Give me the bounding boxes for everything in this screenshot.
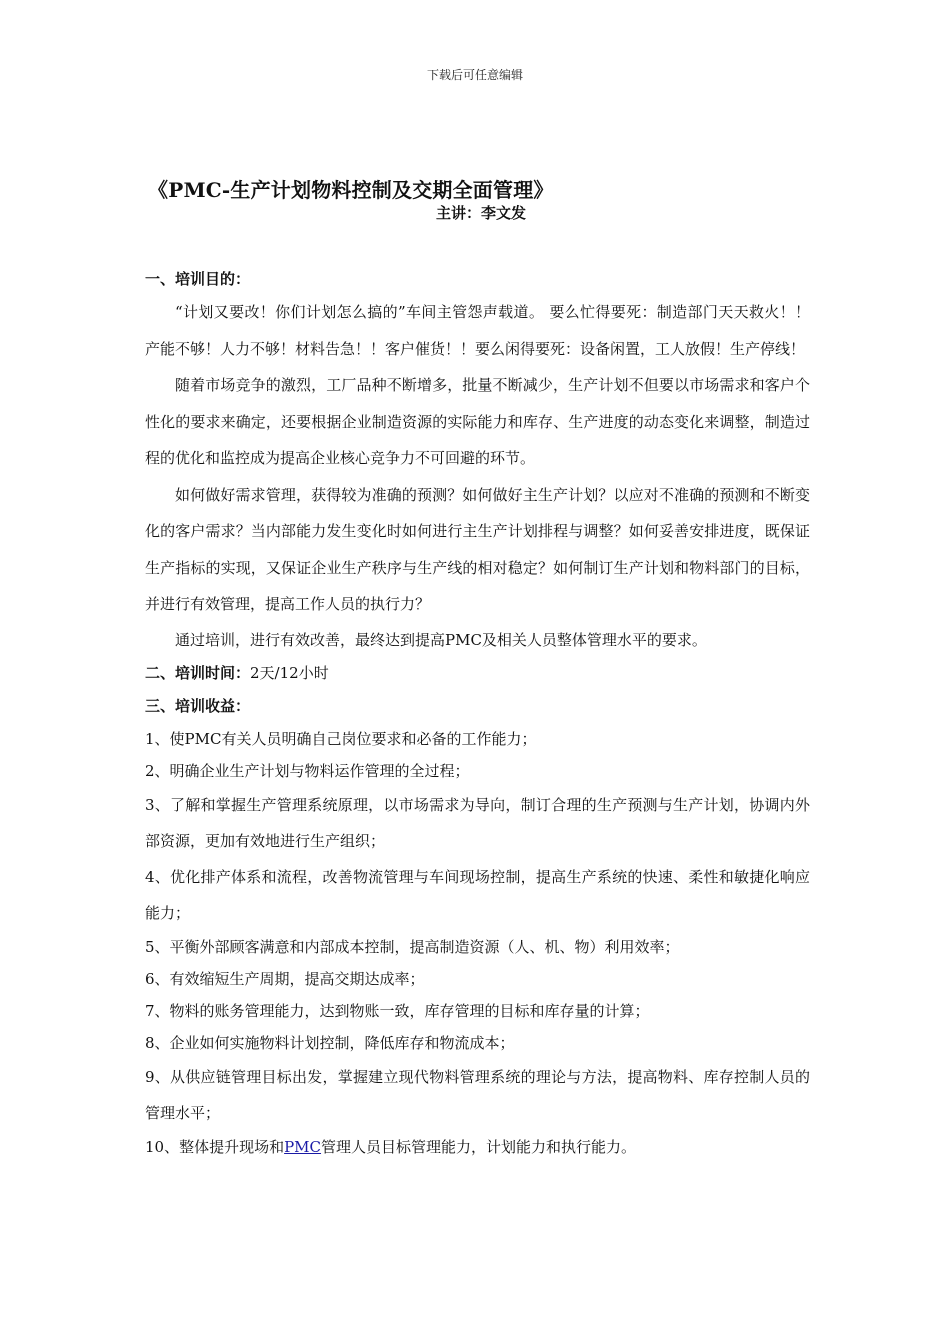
benefit-item: 7、物料的账务管理能力，达到物账一致，库存管理的目标和库存量的计算； (145, 1001, 650, 1020)
benefit-item: 8、企业如何实施物料计划控制，降低库存和物流成本； (145, 1033, 515, 1052)
benefit-item: 4、优化排产体系和流程，改善物流管理与车间现场控制，提高生产系统的快速、柔性和敏捷化响应能力； (145, 867, 810, 922)
benefit-item-suffix: 管理人员目标管理能力，计划能力和执行能力。 (321, 1137, 637, 1156)
header-note: 下载后可任意编辑 (426, 68, 523, 82)
benefit-item: 1、使PMC有关人员明确自己岗位要求和必备的工作能力； (145, 729, 537, 748)
benefit-item-last (145, 1131, 810, 1163)
document-title: 《PMC-生产计划物料控制及交期全面管理》 (148, 178, 554, 202)
time-value: 2天/12小时 (250, 663, 329, 682)
purpose-paragraph: 如何做好需求管理，获得较为准确的预测？如何做好主生产计划？以应对不准确的预测和不断变化的客户需求？当内部能力发生变化时如何进行主生产计划排程与调整？如何妥善安排进度，既保证生产指标的实现，又保证企业生产秩序与生产线的相对稳定？如何制订生产计划和物料部门的目标，并进行有效管理，提高工作人员的执行力？ (145, 485, 810, 613)
purpose-paragraph: 随着市场竞争的激烈，工厂品种不断增多，批量不断减少，生产计划不但要以市场需求和客户个性化的要求来确定，还要根据企业制造资源的实际能力和库存、生产进度的动态变化来调整，制造过程的优化和监控成为提高企业核心竞争力不可回避的环节。 (145, 376, 810, 467)
benefit-item-prefix: 10、整体提升现场和 (145, 1137, 285, 1156)
benefit-item: 3、了解和掌握生产管理系统原理，以市场需求为导向，制订合理的生产预测与生产计划，协调内外部资源，更加有效地进行生产组织； (145, 795, 810, 850)
section-heading-time (145, 657, 810, 689)
benefit-item: 5、平衡外部顾客满意和内部成本控制，提高制造资源（人、机、物）利用效率； (145, 937, 680, 956)
time-heading-label: 二、培训时间： (145, 663, 251, 682)
pmc-link[interactable]: PMC (284, 1137, 322, 1156)
benefit-item: 2、明确企业生产计划与物料运作管理的全过程； (145, 761, 470, 780)
section-heading-benefits: 三、培训收益： (145, 696, 251, 715)
purpose-paragraph: “计划又要改！你们计划怎么搞的”车间主管怨声载道。 要么忙得要死：制造部门天天救火！！产能不够！人力不够！材料告急！！客户催货！！要么闲得要死：设备闲置，工人放假！生产停线！ (145, 303, 810, 358)
lecturer-line: 主讲：李文发 (436, 204, 527, 222)
document-body (145, 264, 810, 1163)
section-heading-purpose: 一、培训目的： (145, 270, 251, 288)
purpose-paragraph: 通过培训，进行有效改善，最终达到提高PMC及相关人员整体管理水平的要求。 (175, 630, 707, 649)
benefit-item: 9、从供应链管理目标出发，掌握建立现代物料管理系统的理论与方法，提高物料、库存控制人员的管理水平； (145, 1067, 810, 1122)
benefit-item: 6、有效缩短生产周期，提高交期达成率； (145, 969, 425, 988)
